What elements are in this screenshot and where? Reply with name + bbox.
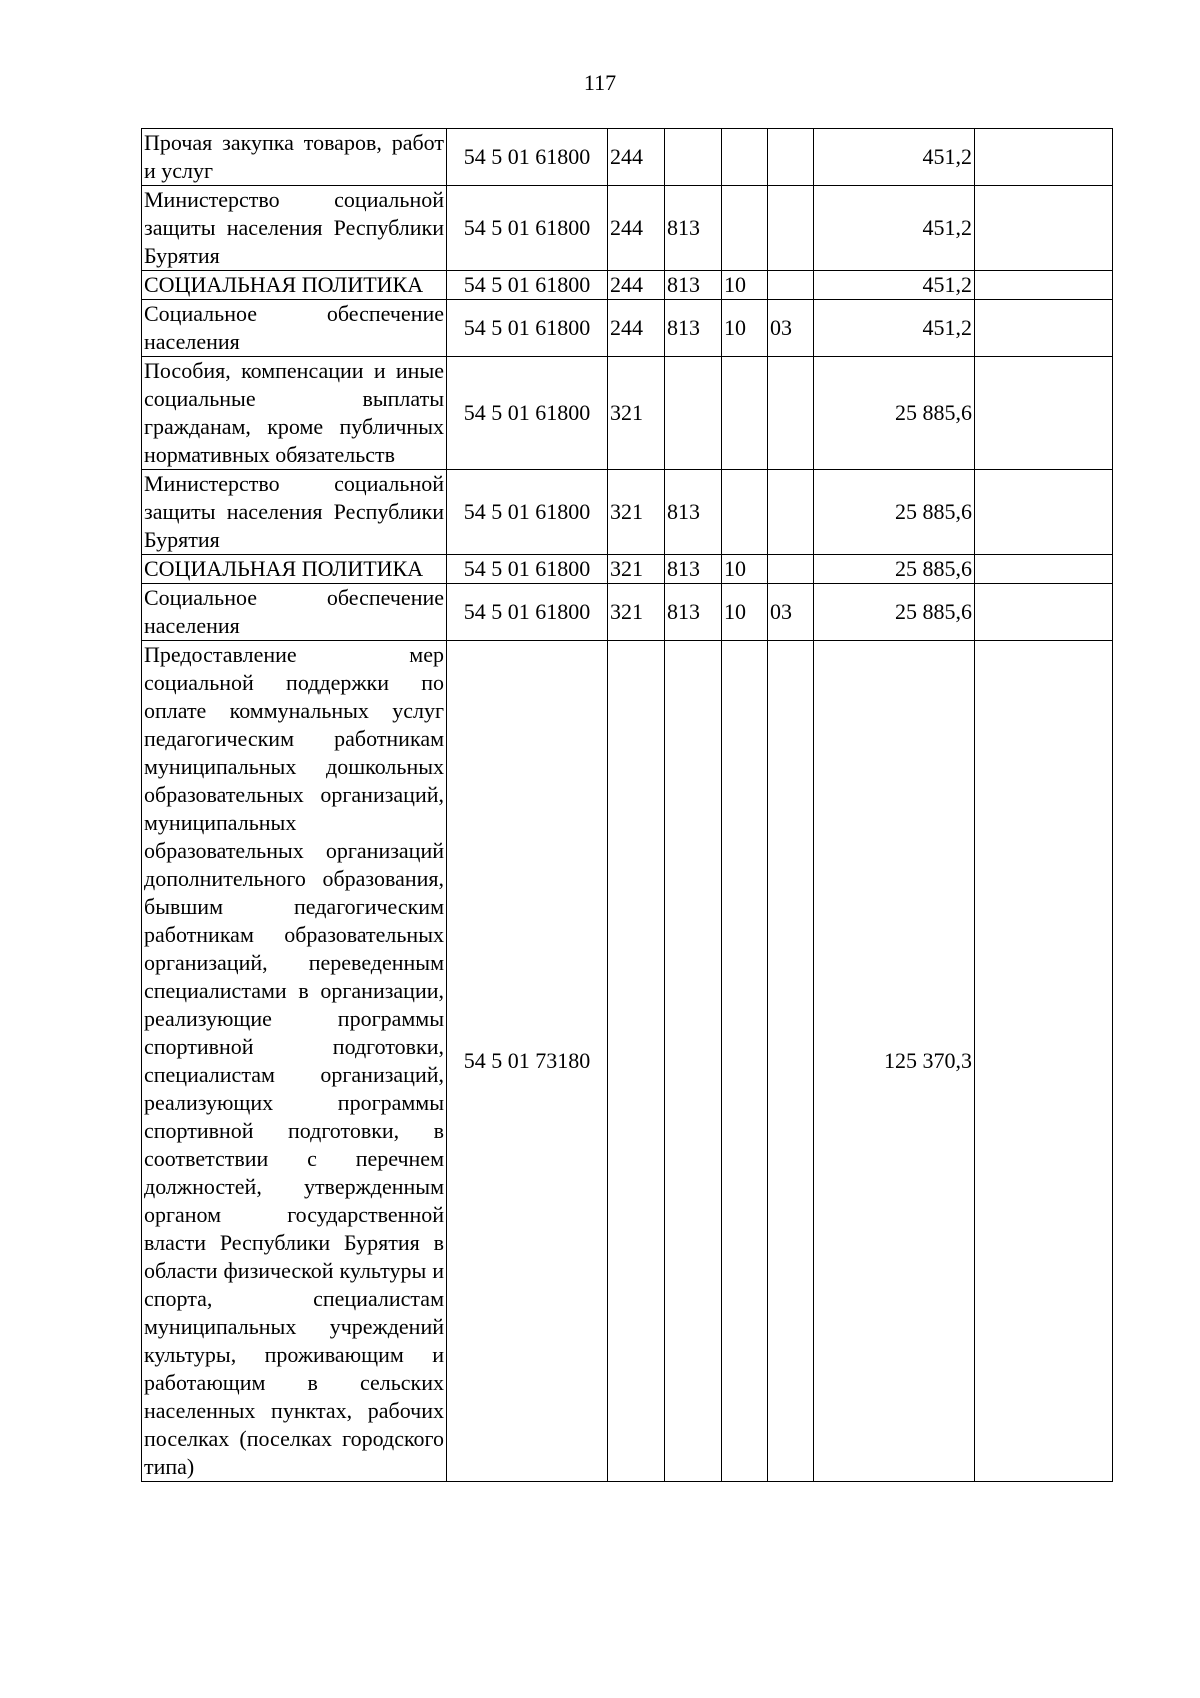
- table-row: [142, 271, 1113, 300]
- row-extra: [975, 555, 1113, 584]
- row-expense-type: 321: [608, 357, 665, 470]
- row-target-code: 54 5 01 61800: [447, 129, 608, 186]
- row-section: 10: [722, 300, 768, 357]
- row-extra: [975, 584, 1113, 641]
- row-subsection: [768, 641, 814, 1482]
- row-administrator-code: [665, 357, 722, 470]
- row-administrator-code: 813: [665, 584, 722, 641]
- row-section: [722, 186, 768, 271]
- row-subsection: 03: [768, 584, 814, 641]
- row-administrator-code: [665, 129, 722, 186]
- row-extra: [975, 641, 1113, 1482]
- row-section: 10: [722, 271, 768, 300]
- row-name: Социальное обеспечение населения: [142, 300, 447, 357]
- row-amount: 125 370,3: [814, 641, 975, 1482]
- row-expense-type: 244: [608, 300, 665, 357]
- row-target-code: 54 5 01 61800: [447, 470, 608, 555]
- row-extra: [975, 129, 1113, 186]
- row-section: [722, 357, 768, 470]
- row-extra: [975, 357, 1113, 470]
- row-subsection: 03: [768, 300, 814, 357]
- row-expense-type: 321: [608, 584, 665, 641]
- row-amount: 451,2: [814, 186, 975, 271]
- row-administrator-code: 813: [665, 470, 722, 555]
- row-section: 10: [722, 584, 768, 641]
- row-amount: 451,2: [814, 271, 975, 300]
- row-expense-type: 321: [608, 470, 665, 555]
- row-name: СОЦИАЛЬНАЯ ПОЛИТИКА: [142, 271, 447, 300]
- row-expense-type: 244: [608, 186, 665, 271]
- table-row: [142, 555, 1113, 584]
- row-amount: 25 885,6: [814, 555, 975, 584]
- table-row: [142, 470, 1113, 555]
- row-amount: 451,2: [814, 129, 975, 186]
- row-name: Министерство социальной защиты населения Республики Бурятия: [142, 470, 447, 555]
- row-expense-type: [608, 641, 665, 1482]
- row-administrator-code: 813: [665, 271, 722, 300]
- row-amount: 25 885,6: [814, 470, 975, 555]
- row-amount: 25 885,6: [814, 584, 975, 641]
- row-target-code: 54 5 01 61800: [447, 555, 608, 584]
- page-number: 117: [583, 70, 617, 95]
- table-row: [142, 357, 1113, 470]
- row-amount: 451,2: [814, 300, 975, 357]
- table-row: [142, 129, 1113, 186]
- row-target-code: 54 5 01 61800: [447, 300, 608, 357]
- row-target-code: 54 5 01 61800: [447, 186, 608, 271]
- row-administrator-code: 813: [665, 555, 722, 584]
- row-name: Пособия, компенсации и иные социальные выплаты гражданам, кроме публичных нормативных обязательств: [142, 357, 447, 470]
- row-administrator-code: 813: [665, 300, 722, 357]
- row-administrator-code: 813: [665, 186, 722, 271]
- row-expense-type: 321: [608, 555, 665, 584]
- row-section: [722, 129, 768, 186]
- row-name: СОЦИАЛЬНАЯ ПОЛИТИКА: [142, 555, 447, 584]
- row-subsection: [768, 555, 814, 584]
- row-administrator-code: [665, 641, 722, 1482]
- row-subsection: [768, 357, 814, 470]
- table-row: [142, 300, 1113, 357]
- row-section: [722, 470, 768, 555]
- row-target-code: 54 5 01 61800: [447, 271, 608, 300]
- row-expense-type: 244: [608, 271, 665, 300]
- row-name: Прочая закупка товаров, работ и услуг: [142, 129, 447, 186]
- table-row: [142, 641, 1113, 1482]
- budget-table: [141, 128, 1113, 1482]
- row-extra: [975, 271, 1113, 300]
- row-name: Министерство социальной защиты населения Республики Бурятия: [142, 186, 447, 271]
- table-row: [142, 584, 1113, 641]
- row-target-code: 54 5 01 61800: [447, 357, 608, 470]
- row-extra: [975, 470, 1113, 555]
- row-target-code: 54 5 01 73180: [447, 641, 608, 1482]
- row-name: Предоставление мер социальной поддержки по оплате коммунальных услуг педагогическим работникам муниципальных дошкольных образовательных организаций, муниципальных образовательных организаций дополнительного образования, бывшим педагогическим работникам образовательных организаций, переведенным специалистами в организации, реализующие программы спортивной подготовки, специалистам организаций, реализующих программы спортивной подготовки, в соответствии с перечнем должностей, утвержденным органом государственной власти Республики Бурятия в области физической культуры и спорта, специалистам муниципальных учреждений культуры, проживающим и работающим в сельских населенных пунктах, рабочих поселках (поселках городского типа): [142, 641, 447, 1482]
- row-amount: 25 885,6: [814, 357, 975, 470]
- row-extra: [975, 186, 1113, 271]
- row-extra: [975, 300, 1113, 357]
- row-expense-type: 244: [608, 129, 665, 186]
- row-subsection: [768, 129, 814, 186]
- row-section: [722, 641, 768, 1482]
- table-row: [142, 186, 1113, 271]
- row-section: 10: [722, 555, 768, 584]
- row-name: Социальное обеспечение населения: [142, 584, 447, 641]
- row-subsection: [768, 470, 814, 555]
- row-subsection: [768, 186, 814, 271]
- row-target-code: 54 5 01 61800: [447, 584, 608, 641]
- table-body: [142, 129, 1113, 1482]
- row-subsection: [768, 271, 814, 300]
